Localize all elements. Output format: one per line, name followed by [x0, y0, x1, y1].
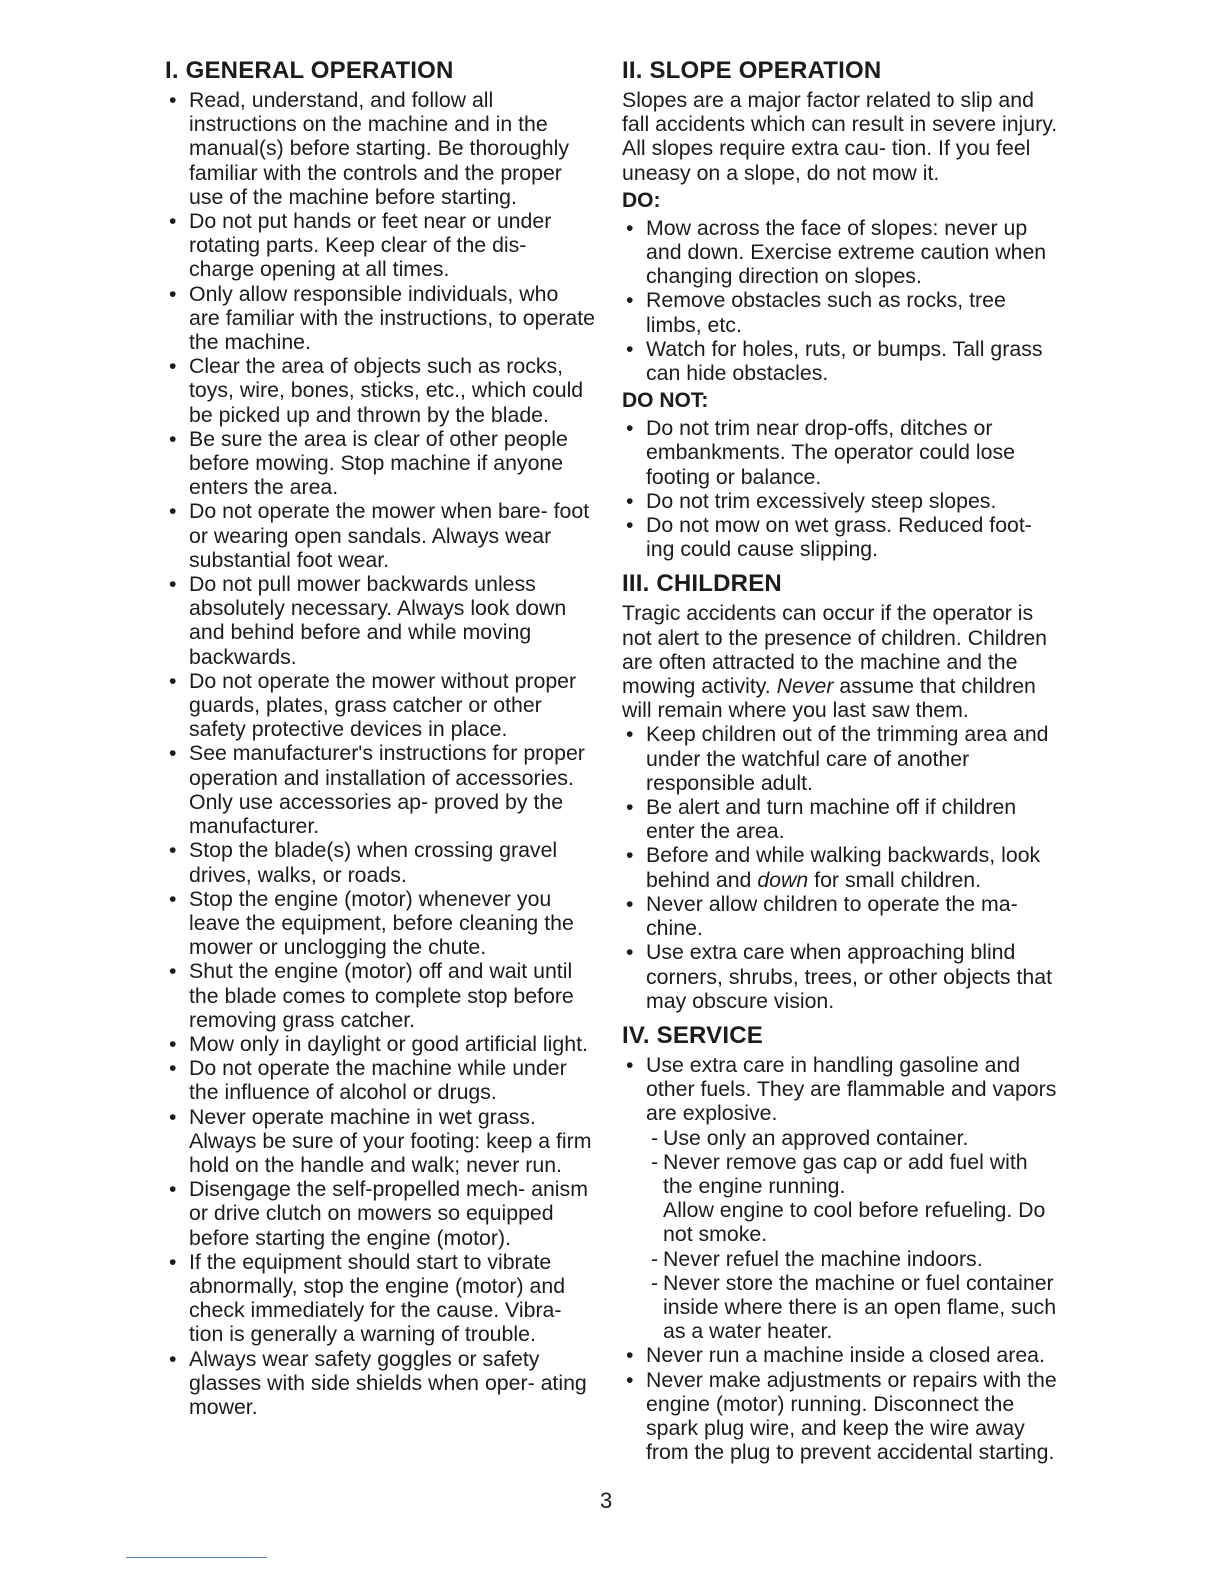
- list-item: • Do not operate the machine while under the influence of alcohol or drugs.: [165, 1056, 595, 1104]
- list-item: • Be alert and turn machine off if children enter the area.: [622, 795, 1062, 843]
- list-item: • Remove obstacles such as rocks, tree limbs, etc.: [622, 288, 1062, 336]
- list-item: • See manufacturer's instructions for proper operation and installation of accessories. Only use accessories ap- proved by the manufacturer.: [165, 741, 595, 838]
- list-item: • Stop the engine (motor) whenever you leave the equipment, before cleaning the mower or unclogging the chute.: [165, 887, 595, 960]
- list-item: • If the equipment should start to vibrate abnormally, stop the engine (motor) and check immediately for the cause. Vibra- tion is generally a warning of trouble.: [165, 1250, 595, 1347]
- sub-item: - Use only an approved container.: [646, 1126, 1062, 1150]
- sub-item: - Never store the machine or fuel container inside where there is an open flame, such as a water heater.: [646, 1271, 1062, 1344]
- list-item: • Do not operate the mower when bare- foot or wearing open sandals. Always wear substantial foot wear.: [165, 499, 595, 572]
- list-item: • Do not mow on wet grass. Reduced foot- ing could cause slipping.: [622, 513, 1062, 561]
- fuel-sublist: [646, 1247, 1062, 1344]
- list-item: • Stop the blade(s) when crossing gravel drives, walks, or roads.: [165, 838, 595, 886]
- list-item: • Use extra care when approaching blind corners, shrubs, trees, or other objects that may obscure vision.: [622, 940, 1062, 1013]
- general-operation-heading: I. GENERAL OPERATION: [165, 57, 454, 84]
- children-intro: Tragic accidents can occur if the operator is not alert to the presence of children. Children are often attracted to the machine and the mowing activity. Never assume that children will remain where you last saw them.: [622, 601, 1048, 723]
- list-item: • Read, understand, and follow all instructions on the machine and in the manual(s) before starting. Be thoroughly familiar with the controls and the proper use of the machine before starting.: [165, 88, 595, 209]
- list-item: • Do not operate the mower without proper guards, plates, grass catcher or other safety protective devices in place.: [165, 669, 595, 742]
- list-item: • Mow only in daylight or good artificial light.: [165, 1032, 595, 1056]
- never-emphasis: Never: [776, 674, 834, 699]
- service-section: [622, 1021, 1062, 1464]
- do-not-list: [622, 416, 1062, 561]
- service-heading: IV. SERVICE: [622, 1021, 763, 1049]
- list-item: • Never run a machine inside a closed area.: [622, 1343, 1062, 1367]
- service-list: [622, 1053, 1062, 1464]
- list-item: • Before and while walking backwards, look behind and down for small children.: [622, 843, 1062, 891]
- sub-item: - Never remove gas cap or add fuel with the engine running.: [646, 1150, 1062, 1198]
- slope-intro: Slopes are a major factor related to slip and fall accidents which can result in severe injury. All slopes require extra cau- tion. If you feel uneasy on a slope, do not mow it.: [622, 88, 1058, 185]
- list-item: • Never allow children to operate the ma- chine.: [622, 892, 1062, 940]
- fuel-note: Allow engine to cool before refueling. Do not smoke.: [663, 1198, 1046, 1247]
- list-item: • Always wear safety goggles or safety glasses with side shields when oper- ating mower.: [165, 1347, 595, 1420]
- footer-rule: [126, 1557, 267, 1558]
- sub-item: - Never refuel the machine indoors.: [646, 1247, 1062, 1271]
- list-item: • Be sure the area is clear of other people before mowing. Stop machine if anyone enters the area.: [165, 427, 595, 500]
- general-operation-list: [165, 88, 595, 1419]
- list-item: • Watch for holes, ruts, or bumps. Tall grass can hide obstacles.: [622, 337, 1062, 385]
- slope-operation-section: [622, 56, 1062, 561]
- list-item: • Do not put hands or feet near or under rotating parts. Keep clear of the dis- charge opening at all times.: [165, 209, 595, 282]
- do-heading: DO:: [622, 188, 661, 212]
- children-section: [622, 569, 1062, 1012]
- children-heading: III. CHILDREN: [622, 570, 782, 598]
- left-column: [165, 56, 595, 1419]
- list-item: • Do not trim excessively steep slopes.: [622, 489, 1062, 513]
- children-list: [622, 722, 1062, 1012]
- do-not-heading: DO NOT:: [622, 389, 709, 413]
- list-item: • Mow across the face of slopes: never up and down. Exercise extreme caution when changing direction on slopes.: [622, 216, 1062, 289]
- list-item: • Never make adjustments or repairs with the engine (motor) running. Disconnect the spark plug wire, and keep the wire away from the plug to prevent accidental starting.: [622, 1368, 1062, 1465]
- fuel-sublist: [646, 1126, 1062, 1199]
- list-item: • Only allow responsible individuals, who are familiar with the instructions, to operate the machine.: [165, 282, 595, 355]
- right-column: [622, 56, 1062, 1464]
- list-item: • Clear the area of objects such as rocks, toys, wire, bones, sticks, etc., which could be picked up and thrown by the blade.: [165, 354, 595, 427]
- list-item: • Never operate machine in wet grass. Always be sure of your footing: keep a firm hold on the handle and walk; never run.: [165, 1105, 595, 1178]
- list-item: • Use extra care in handling gasoline and other fuels. They are flammable and vapors are explosive. - Use only an approved container. - Never remove gas cap or add fuel with the engine running. Allow engine to cool before refueling. Do not smoke. - Never refuel the machine indoors. - Never store the machine or fuel container inside where there is an open flame, such as a water heater.: [622, 1053, 1062, 1343]
- list-item: • Disengage the self-propelled mech- anism or drive clutch on mowers so equipped before starting the engine (motor).: [165, 1177, 595, 1250]
- slope-operation-heading: II. SLOPE OPERATION: [622, 57, 882, 84]
- list-item: • Keep children out of the trimming area and under the watchful care of another responsible adult.: [622, 722, 1062, 795]
- list-item: • Do not pull mower backwards unless absolutely necessary. Always look down and behind before and while moving backwards.: [165, 572, 595, 669]
- list-item: • Do not trim near drop-offs, ditches or embankments. The operator could lose footing or balance.: [622, 416, 1062, 489]
- down-emphasis: down: [757, 867, 809, 892]
- do-list: [622, 216, 1062, 385]
- list-item: • Shut the engine (motor) off and wait until the blade comes to complete stop before removing grass catcher.: [165, 959, 595, 1032]
- page-number: 3: [600, 1488, 613, 1513]
